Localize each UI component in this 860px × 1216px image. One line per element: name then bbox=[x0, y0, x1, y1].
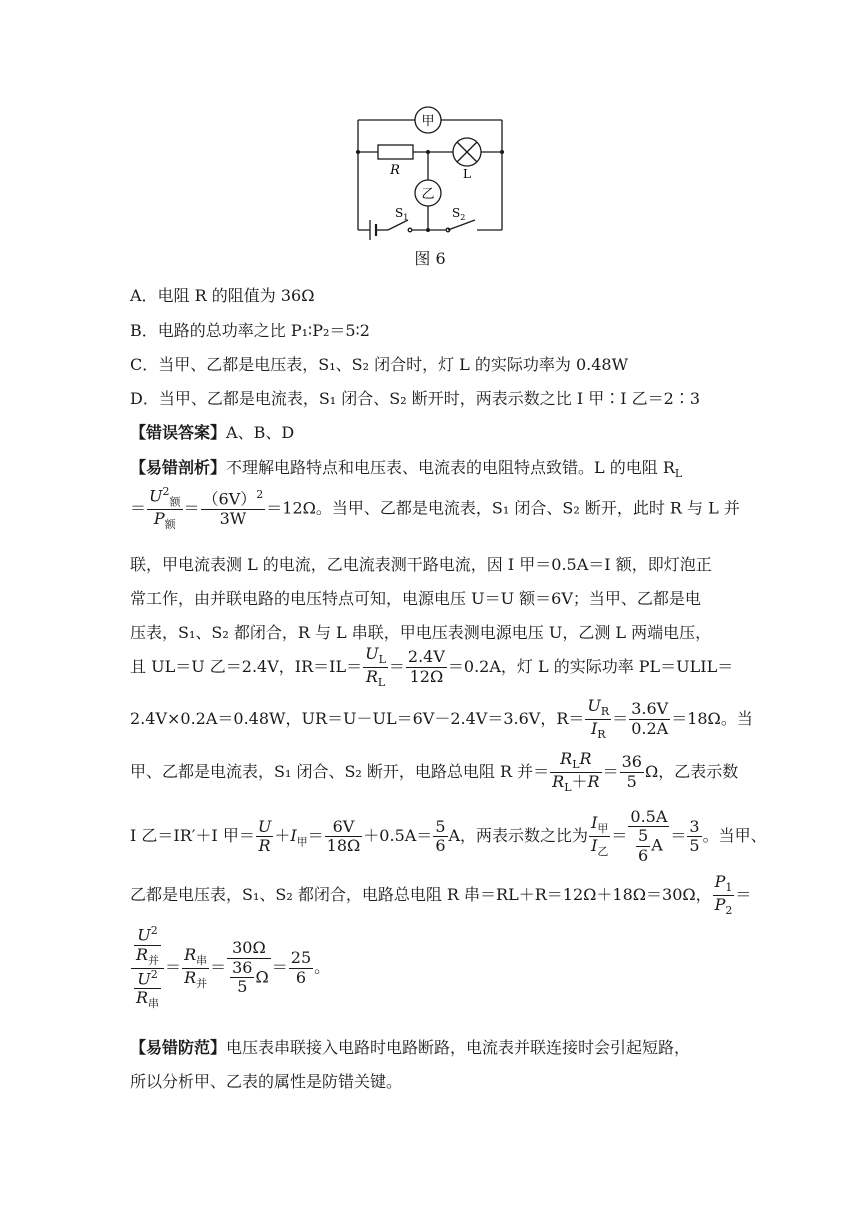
meter-a-label: 甲 bbox=[421, 114, 435, 129]
analysis-line-10: 乙都是电压表，S₁、S₂ 都闭合，电路总电阻 R 串＝RL＋R＝12Ω＋18Ω＝30Ω， $\frac{P_1}{P_2}$ ＝ bbox=[130, 872, 752, 918]
prevention-label: 【易错防范】 bbox=[130, 1038, 227, 1057]
lamp-label: L bbox=[463, 167, 471, 181]
resistor-label: R bbox=[390, 163, 400, 178]
analysis-line-3: 联，甲电流表测 L 的电流，乙电流表测干路电流，因 I 甲＝0.5A＝I 额，即灯泡正 bbox=[130, 555, 712, 574]
meter-b-label: 乙 bbox=[421, 187, 435, 202]
analysis-line-4: 常工作，由并联电路的电压特点可知，电源电压 U＝U 额＝6V；当甲、乙都是电 bbox=[130, 589, 701, 608]
analysis-line-9: I 乙＝IR′＋I 甲＝ $\frac{U}{R}$ $+I_甲=$ $\frac{6V}{18\Omega}$ ＋0.5A＝ $\frac{5}{6}$ A，两表示数之比为 $\frac{I_甲}{I_乙}$ ＝ 0.5A $\frac{5}{6}$ A ＝ $\frac{3}{5}$ 。当甲、 bbox=[130, 807, 767, 865]
prevention-line-1: 【易错防范】电压表串联接入电路时电路断路，电流表并联连接时会引起短路， bbox=[130, 1038, 691, 1057]
wrong-answer bbox=[130, 420, 294, 443]
analysis-line-5: 压表，S₁、S₂ 都闭合，R 与 L 串联，甲电压表测电源电压 U，乙测 L 两端电压， bbox=[130, 623, 712, 642]
wrong-answer-value: A、B、D bbox=[226, 423, 295, 442]
circuit-diagram bbox=[350, 100, 510, 245]
analysis-line-6: 且 UL＝U 乙＝2.4V，IR＝IL＝ $\frac{U_L}{R_L}$ ＝ $\frac{2.4V}{12\Omega}$ ＝0.2A，灯 L 的实际功率 PL＝ULIL＝ bbox=[130, 644, 734, 690]
switch1-label: $S_1$ bbox=[395, 206, 409, 222]
option-b: B．电路的总功率之比 P₁∶P₂＝5∶2 bbox=[130, 321, 370, 340]
prevention-line-2: 所以分析甲、乙表的属性是防错关键。 bbox=[130, 1072, 403, 1091]
analysis-line-2: ＝ $\frac{U^2_额}{P_额}$ ＝ $\frac{(6V)^2}{3W}$ ＝12Ω。当甲、乙都是电流表，S₁ 闭合、S₂ 断开，此时 R 与 L 并 bbox=[130, 485, 740, 532]
switch2-label: $S_2$ bbox=[452, 206, 466, 222]
option-d: D．当甲、乙都是电流表，S₁ 闭合、S₂ 断开时，两表示数之比 I 甲∶I 乙＝2∶3 bbox=[130, 389, 701, 408]
option-c: C．当甲、乙都是电压表，S₁、S₂ 闭合时，灯 L 的实际功率为 0.48W bbox=[130, 355, 629, 374]
analysis-line-11: $\frac{\frac{U^2}{R_并}}{\frac{U^2}{R_串}}$ ＝ $\frac{R_串}{R_并}$ ＝ 30Ω $\frac{36}{5}$ Ω ＝ $\frac{25}{6}$ 。 bbox=[130, 925, 730, 1011]
analysis-line-8: 甲、乙都是电流表，S₁ 闭合、S₂ 断开，电路总电阻 R 并＝ $\frac{R_LR}{R_L+R}$ ＝ $\frac{36}{5}$ Ω，乙表示数 bbox=[130, 749, 739, 795]
figure-caption: 图 6 bbox=[414, 249, 446, 268]
wrong-answer-label: 【错误答案】 bbox=[130, 423, 227, 442]
analysis-line-1: 【易错剖析】不理解电路特点和电压表、电流表的电阻特点致错。L 的电阻 $R_L$ bbox=[130, 458, 683, 481]
analysis-line-7: 2.4V×0.2A＝0.48W，UR＝U－UL＝6V－2.4V＝3.6V，R＝ $\frac{U_R}{I_R}$ ＝ $\frac{3.6V}{0.2A}$ ＝18Ω。当 bbox=[130, 696, 753, 742]
option-a: A．电阻 R 的阻值为 36Ω bbox=[130, 286, 315, 305]
analysis-label: 【易错剖析】 bbox=[130, 458, 227, 477]
fraction-rl: $\frac{U^2_额}{P_额}$ bbox=[149, 485, 181, 532]
